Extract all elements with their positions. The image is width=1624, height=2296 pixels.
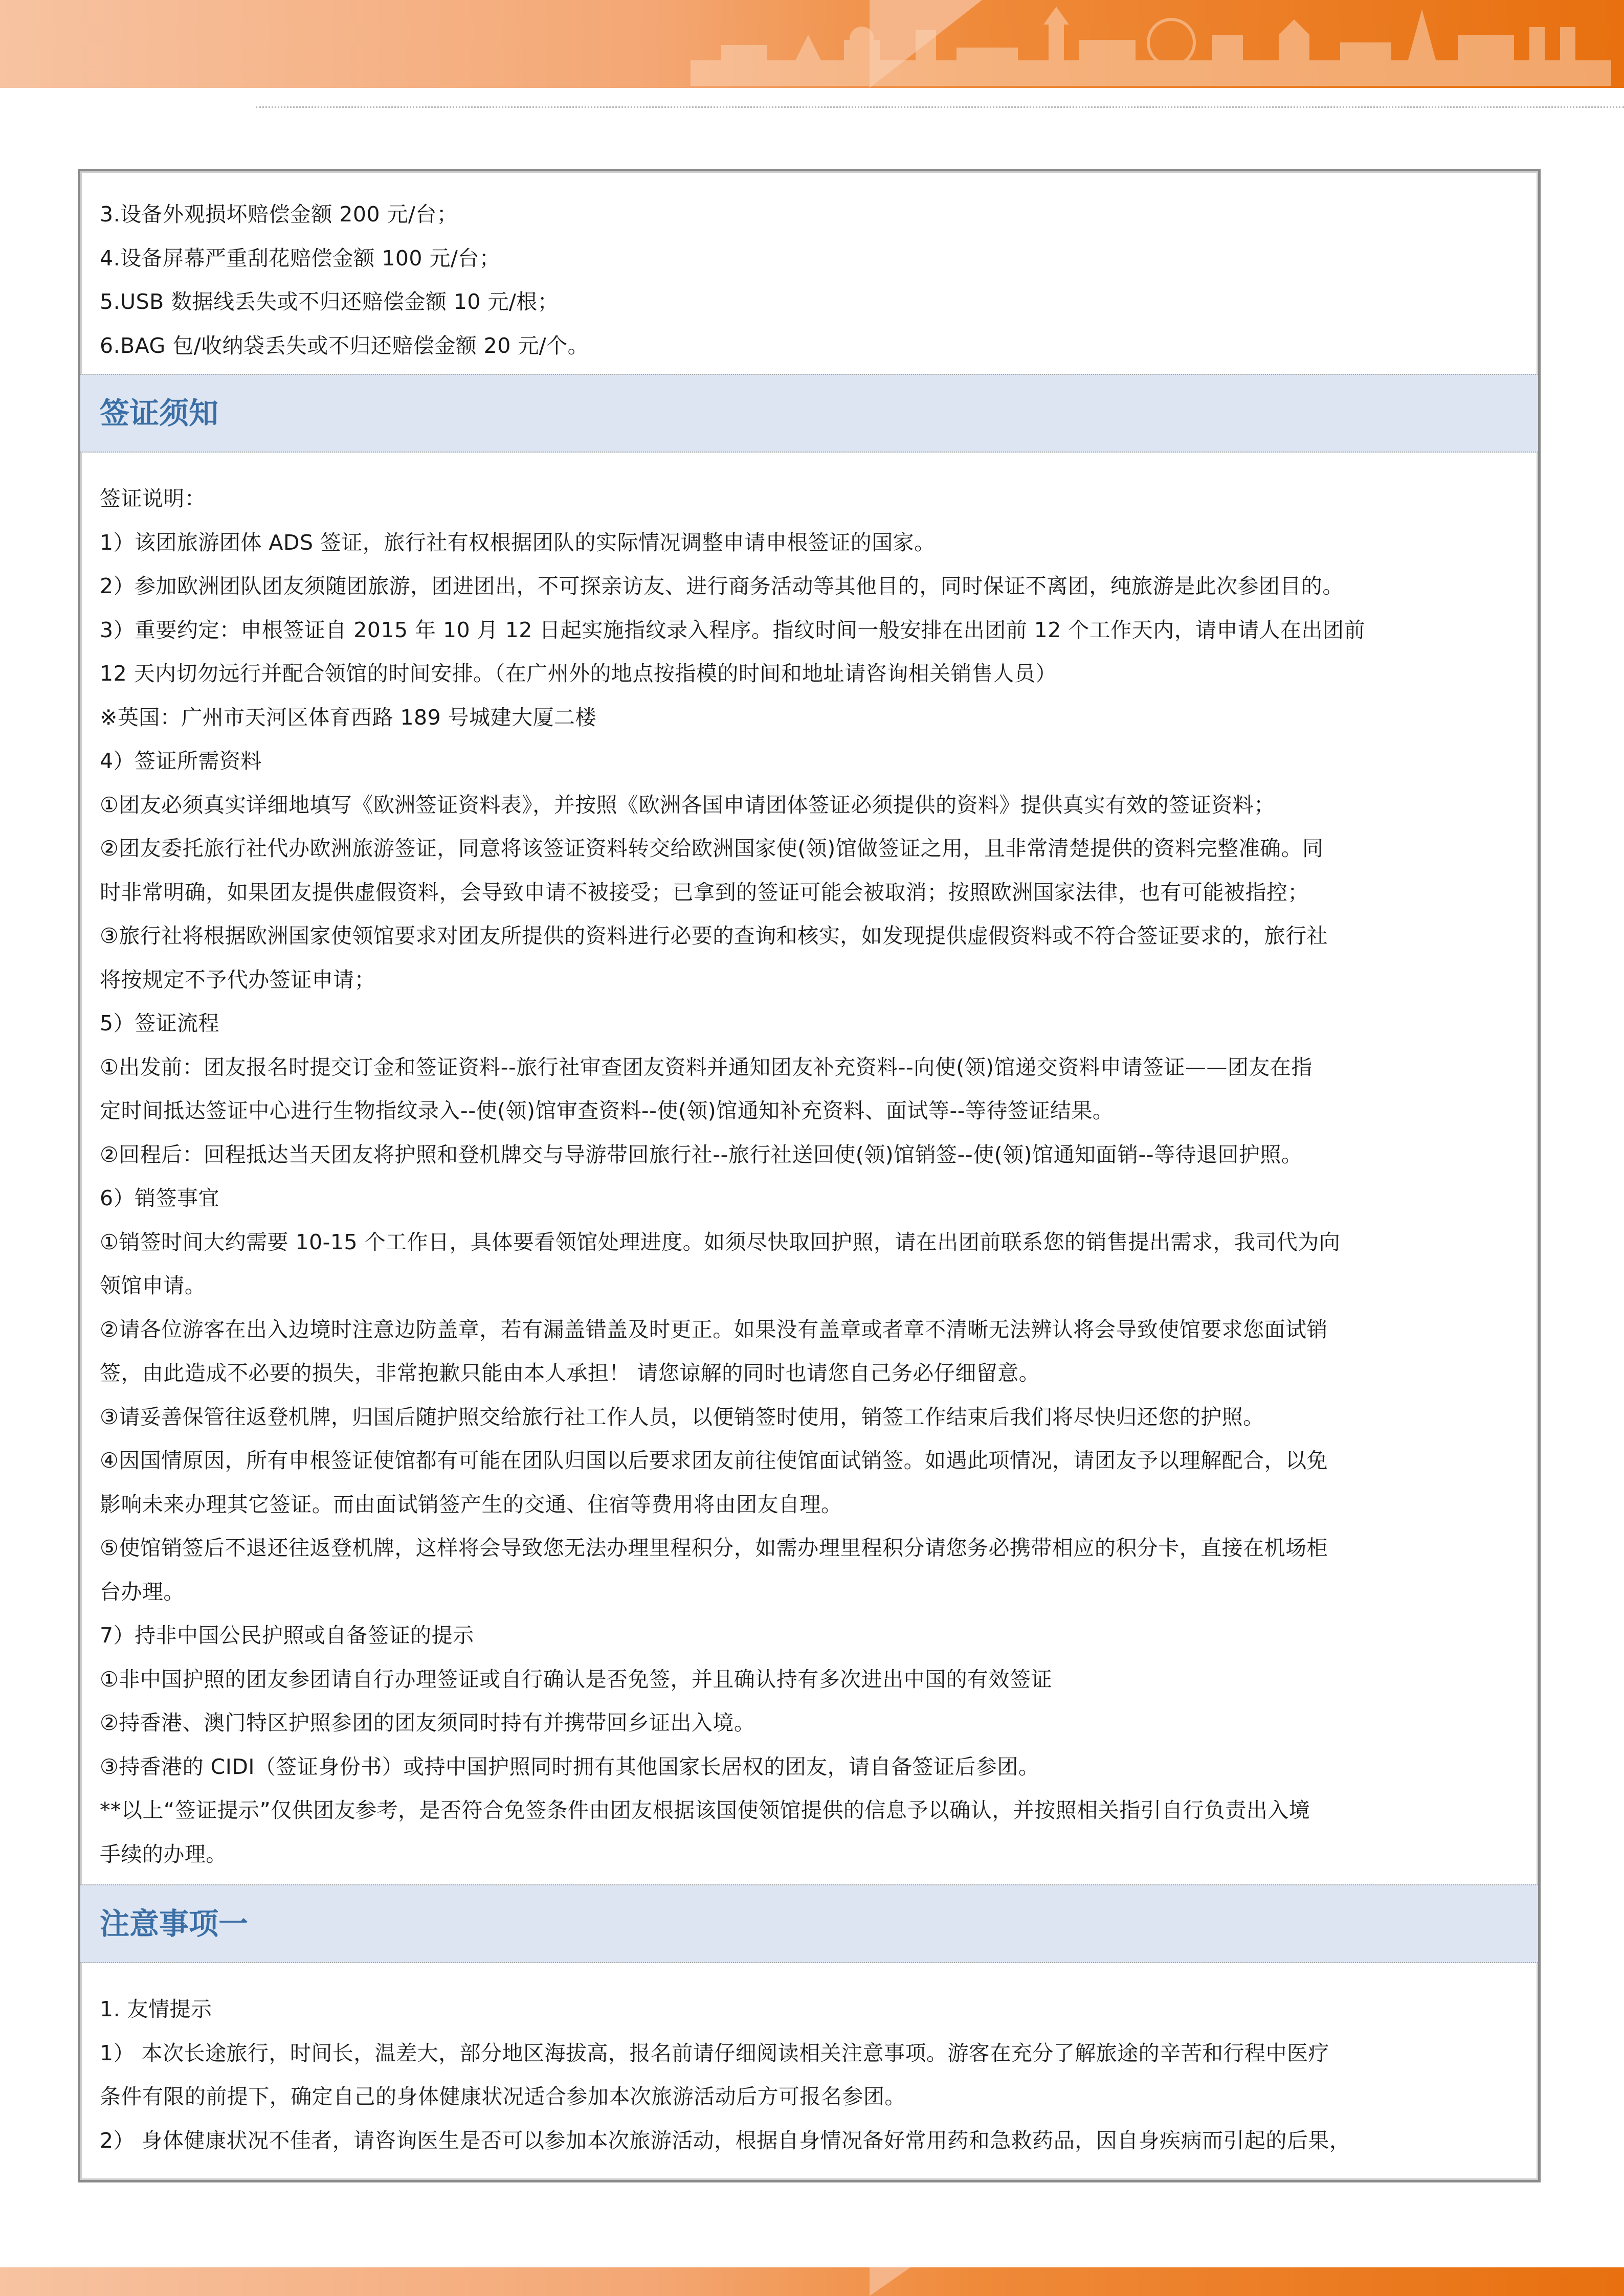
paragraph-line: **以上“签证提示”仅供团友参考，是否符合免签条件由团友根据该国使领馆提供的信息予以确认，并按照相关指引自行负责出入境 [100,1798,1310,1822]
paragraph-line: 1. 友情提示 [100,1997,212,2021]
paragraph-line: 领馆申请。 [100,1273,206,1298]
paragraph-line: ①团友必须真实详细地填写《欧洲签证资料表》，并按照《欧洲各国申请团体签证必须提供的资料》提供真实有效的签证资料； [100,792,1275,817]
section-title-notes: 注意事项一 [80,1884,1538,1963]
paragraph-line: 影响未来办理其它签证。而由面试销签产生的交通、住宿等费用将由团友自理。 [100,1492,842,1517]
footer-wedge [870,2267,910,2296]
paragraph-line: 定时间抵达签证中心进行生物指纹录入--使(领)馆审查资料--使(领)馆通知补充资料、面试等--等待签证结果。 [100,1098,1114,1123]
paragraph-line: 5）签证流程 [100,1011,219,1036]
paragraph-line: 将按规定不予代办签证申请； [100,967,376,992]
content-frame [78,169,1541,2182]
paragraph-line: ⑤使馆销签后不退还往返登机牌，这样将会导致您无法办理里程积分，如需办理里程积分请您务必携带相应的积分卡，直接在机场柜 [100,1536,1328,1560]
list-item: 6.BAG 包/收纳袋丢失或不归还赔偿金额 20 元/个。 [100,333,589,358]
city-skyline-icon [691,4,1611,86]
header-banner [0,0,1624,88]
header-divider [256,106,1624,108]
paragraph-line: 条件有限的前提下，确定自己的身体健康状况适合参加本次旅游活动后方可报名参团。 [100,2084,906,2109]
visa-section-body [100,453,1528,1884]
paragraph-line: 3）重要约定：申根签证自 2015 年 10 月 12 日起实施指纹录入程序。指纹时间一般安排在出团前 12 个工作天内，请申请人在出团前 [100,617,1365,642]
paragraph-line: ②团友委托旅行社代办欧洲旅游签证，同意将该签证资料转交给欧洲国家使(领)馆做签证之用，且非常清楚提供的资料完整准确。同 [100,836,1324,861]
paragraph-line: 1）该团旅游团体 ADS 签证，旅行社有权根据团队的实际情况调整申请申根签证的国家。 [100,530,936,555]
paragraph-line: 2）参加欧洲团队团友须随团旅游，团进团出，不可探亲访友、进行商务活动等其他目的，同时保证不离团，纯旅游是此次参团目的。 [100,574,1344,598]
paragraph-line: 台办理。 [100,1579,185,1604]
paragraph-line: 时非常明确，如果团友提供虚假资料，会导致申请不被接受；已拿到的签证可能会被取消；按照欧洲国家法律，也有可能被指控； [100,880,1309,905]
paragraph-line: 签证说明： [100,486,206,511]
paragraph-line: ③旅行社将根据欧洲国家使领馆要求对团友所提供的资料进行必要的查询和核实，如发现提供虚假资料或不符合签证要求的，旅行社 [100,924,1328,948]
intro-list [100,171,1528,374]
paragraph-line: ②回程后：回程抵达当天团友将护照和登机牌交与导游带回旅行社--旅行社送回使(领)馆销签--使(领)馆通知面销--等待退回护照。 [100,1142,1303,1167]
section-title-visa: 签证须知 [80,374,1538,453]
paragraph-line: ③持香港的 CIDI（签证身份书）或持中国护照同时拥有其他国家长居权的团友，请自备签证后参团。 [100,1754,1040,1779]
paragraph-line: ③请妥善保管往返登机牌，归国后随护照交给旅行社工作人员，以便销签时使用，销签工作结束后我们将尽快归还您的护照。 [100,1404,1264,1429]
paragraph-line: ※英国：广州市天河区体育西路 189 号城建大厦二楼 [100,705,596,730]
list-item: 3.设备外观损坏赔偿金额 200 元/台； [100,202,458,227]
list-item: 4.设备屏幕严重刮花赔偿金额 100 元/台； [100,245,501,271]
paragraph-line: ①销签时间大约需要 10-15 个工作日，具体要看领馆处理进度。如须尽快取回护照，请在出团前联系您的销售提出需求，我司代为向 [100,1229,1341,1254]
paragraph-line: ①出发前：团友报名时提交订金和签证资料--旅行社审查团友资料并通知团友补充资料--向使(领)馆递交资料申请签证——团友在指 [100,1054,1312,1079]
paragraph-line: 12 天内切勿远行并配合领馆的时间安排。（在广州外的地点按指模的时间和地址请咨询相关销售人员） [100,661,1057,686]
paragraph-line: ①非中国护照的团友参团请自行办理签证或自行确认是否免签，并且确认持有多次进出中国的有效签证 [100,1667,1052,1692]
paragraph-line: ②持香港、澳门特区护照参团的团友须同时持有并携带回乡证出入境。 [100,1710,755,1735]
paragraph-line: 1） 本次长途旅行，时间长，温差大，部分地区海拔高，报名前请仔细阅读相关注意事项。游客在充分了解旅途的辛苦和行程中医疗 [100,2040,1329,2065]
list-item: 5.USB 数据线丢失或不归还赔偿金额 10 元/根； [100,289,559,314]
paragraph-line: ④因国情原因，所有申根签证使馆都有可能在团队归国以后要求团友前往使馆面试销签。如遇此项情况，请团友予以理解配合，以免 [100,1448,1328,1473]
footer-banner [0,2267,1624,2296]
paragraph-line: 2） 身体健康状况不佳者，请咨询医生是否可以参加本次旅游活动，根据自身情况备好常用药和急救药品，因自身疾病而引起的后果， [100,2128,1351,2153]
paragraph-line: 签，由此造成不必要的损失，非常抱歉只能由本人承担！ 请您谅解的同时也请您自己务必仔细留意。 [100,1361,1040,1385]
paragraph-line: 6）销签事宜 [100,1186,219,1210]
paragraph-line: 手续的办理。 [100,1841,227,1866]
paragraph-line: 7）持非中国公民护照或自备签证的提示 [100,1623,474,1648]
paragraph-line: ②请各位游客在出入边境时注意边防盖章，若有漏盖错盖及时更正。如果没有盖章或者章不清晰无法辨认将会导致使馆要求您面试销 [100,1317,1328,1342]
notes-section-body [100,1963,1528,2171]
paragraph-line: 4）签证所需资料 [100,749,262,773]
